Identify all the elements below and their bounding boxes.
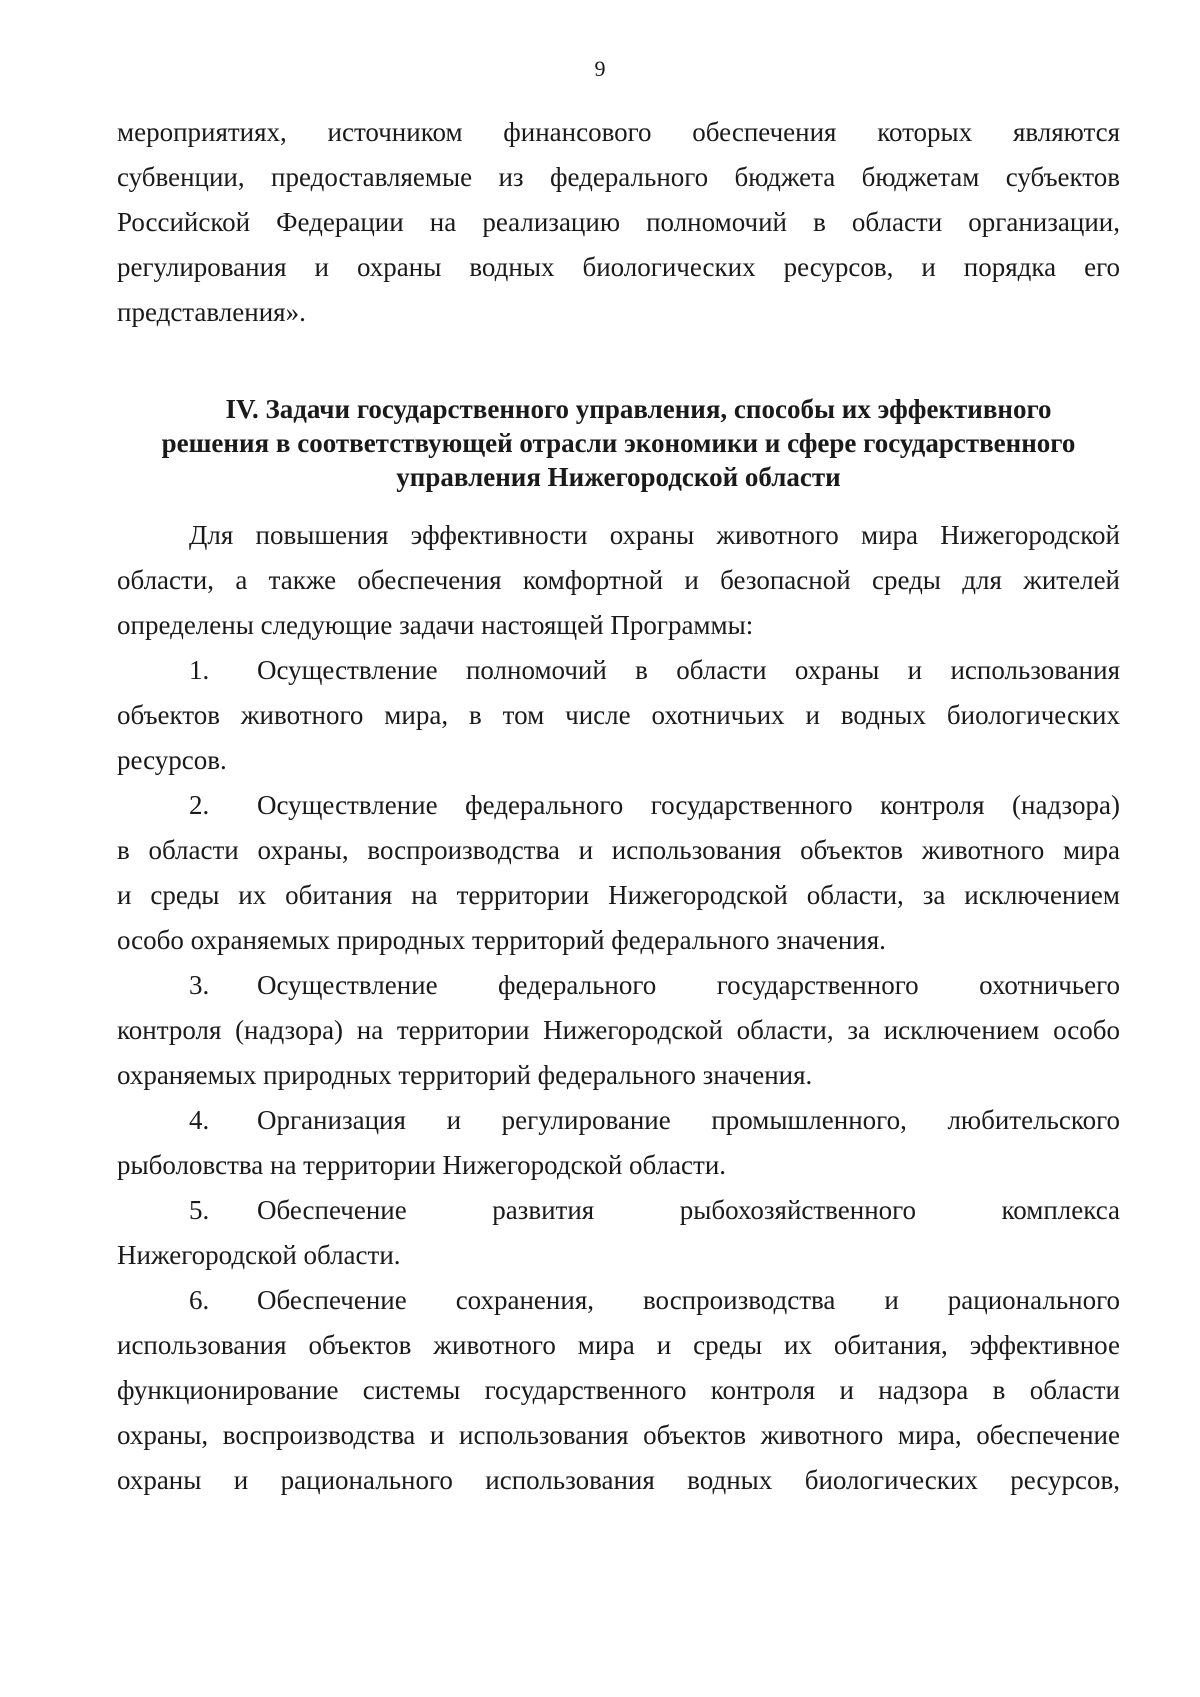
- task-item: [117, 783, 1120, 963]
- text-line: охраны, воспроизводства и использования объектов животного мира, обеспечение: [117, 1420, 1120, 1450]
- text-line: функционирование системы государственного контроля и надзора в области: [117, 1375, 1120, 1405]
- lead-paragraph: [117, 513, 1120, 648]
- task-item: [117, 1188, 1120, 1278]
- text-line: Обеспечение развития рыбохозяйственного комплекса: [257, 1195, 1120, 1225]
- page-number: 9: [594, 56, 606, 81]
- text-line: контроля (надзора) на территории Нижегородской области, за исключением особо: [117, 1015, 1120, 1045]
- task-number: 2.: [189, 790, 210, 820]
- text-line: в области охраны, воспроизводства и использования объектов животного мира: [117, 835, 1120, 865]
- text-line: ресурсов.: [117, 745, 227, 775]
- text-line: Нижегородской области.: [117, 1240, 401, 1270]
- text-line: использования объектов животного мира и среды их обитания, эффективное: [117, 1330, 1120, 1360]
- task-number: 3.: [189, 970, 210, 1000]
- text-line: регулирования и охраны водных биологических ресурсов, и порядка его: [117, 252, 1120, 282]
- text-line: особо охраняемых природных территорий федерального значения.: [117, 925, 886, 955]
- heading-line: управления Нижегородской области: [396, 462, 841, 492]
- text-line: объектов животного мира, в том числе охотничьих и водных биологических: [117, 700, 1120, 730]
- task-item: [117, 648, 1120, 783]
- text-line: и среды их обитания на территории Нижегородской области, за исключением: [117, 880, 1120, 910]
- text-line: субвенции, предоставляемые из федерального бюджета бюджетам субъектов: [117, 162, 1120, 192]
- text-line: Осуществление федерального государственного контроля (надзора): [257, 790, 1120, 820]
- text-line: Осуществление полномочий в области охраны и использования: [257, 655, 1120, 685]
- task-item: [117, 963, 1120, 1098]
- text-line: определены следующие задачи настоящей Программы:: [117, 610, 754, 640]
- heading-line: IV. Задачи государственного управления, способы их эффективного: [225, 394, 1052, 424]
- text-line: мероприятиях, источником финансового обеспечения которых являются: [117, 117, 1120, 147]
- text-line: охраны и рационального использования водных биологических ресурсов,: [117, 1465, 1120, 1495]
- text-line: охраняемых природных территорий федерального значения.: [117, 1060, 813, 1090]
- task-number: 5.: [189, 1195, 210, 1225]
- text-line: Российской Федерации на реализацию полномочий в области организации,: [117, 207, 1120, 237]
- text-line: Обеспечение сохранения, воспроизводства и рационального: [257, 1285, 1120, 1315]
- text-line: Осуществление федерального государственного охотничьего: [257, 970, 1120, 1000]
- task-number: 6.: [189, 1285, 210, 1315]
- text-line: Для повышения эффективности охраны животного мира Нижегородской: [189, 520, 1120, 550]
- task-number: 1.: [189, 655, 210, 685]
- intro-paragraph: [117, 110, 1120, 335]
- task-item: [117, 1098, 1120, 1188]
- task-item: [117, 1278, 1120, 1503]
- text-line: представления».: [117, 297, 306, 327]
- heading-line: решения в соответствующей отрасли экономики и сфере государственного: [161, 428, 1076, 458]
- text-line: области, а также обеспечения комфортной и безопасной среды для жителей: [117, 565, 1120, 595]
- task-number: 4.: [189, 1105, 210, 1135]
- text-line: рыболовства на территории Нижегородской области.: [117, 1150, 727, 1180]
- section-heading: [117, 392, 1120, 494]
- text-line: Организация и регулирование промышленного, любительского: [257, 1105, 1120, 1135]
